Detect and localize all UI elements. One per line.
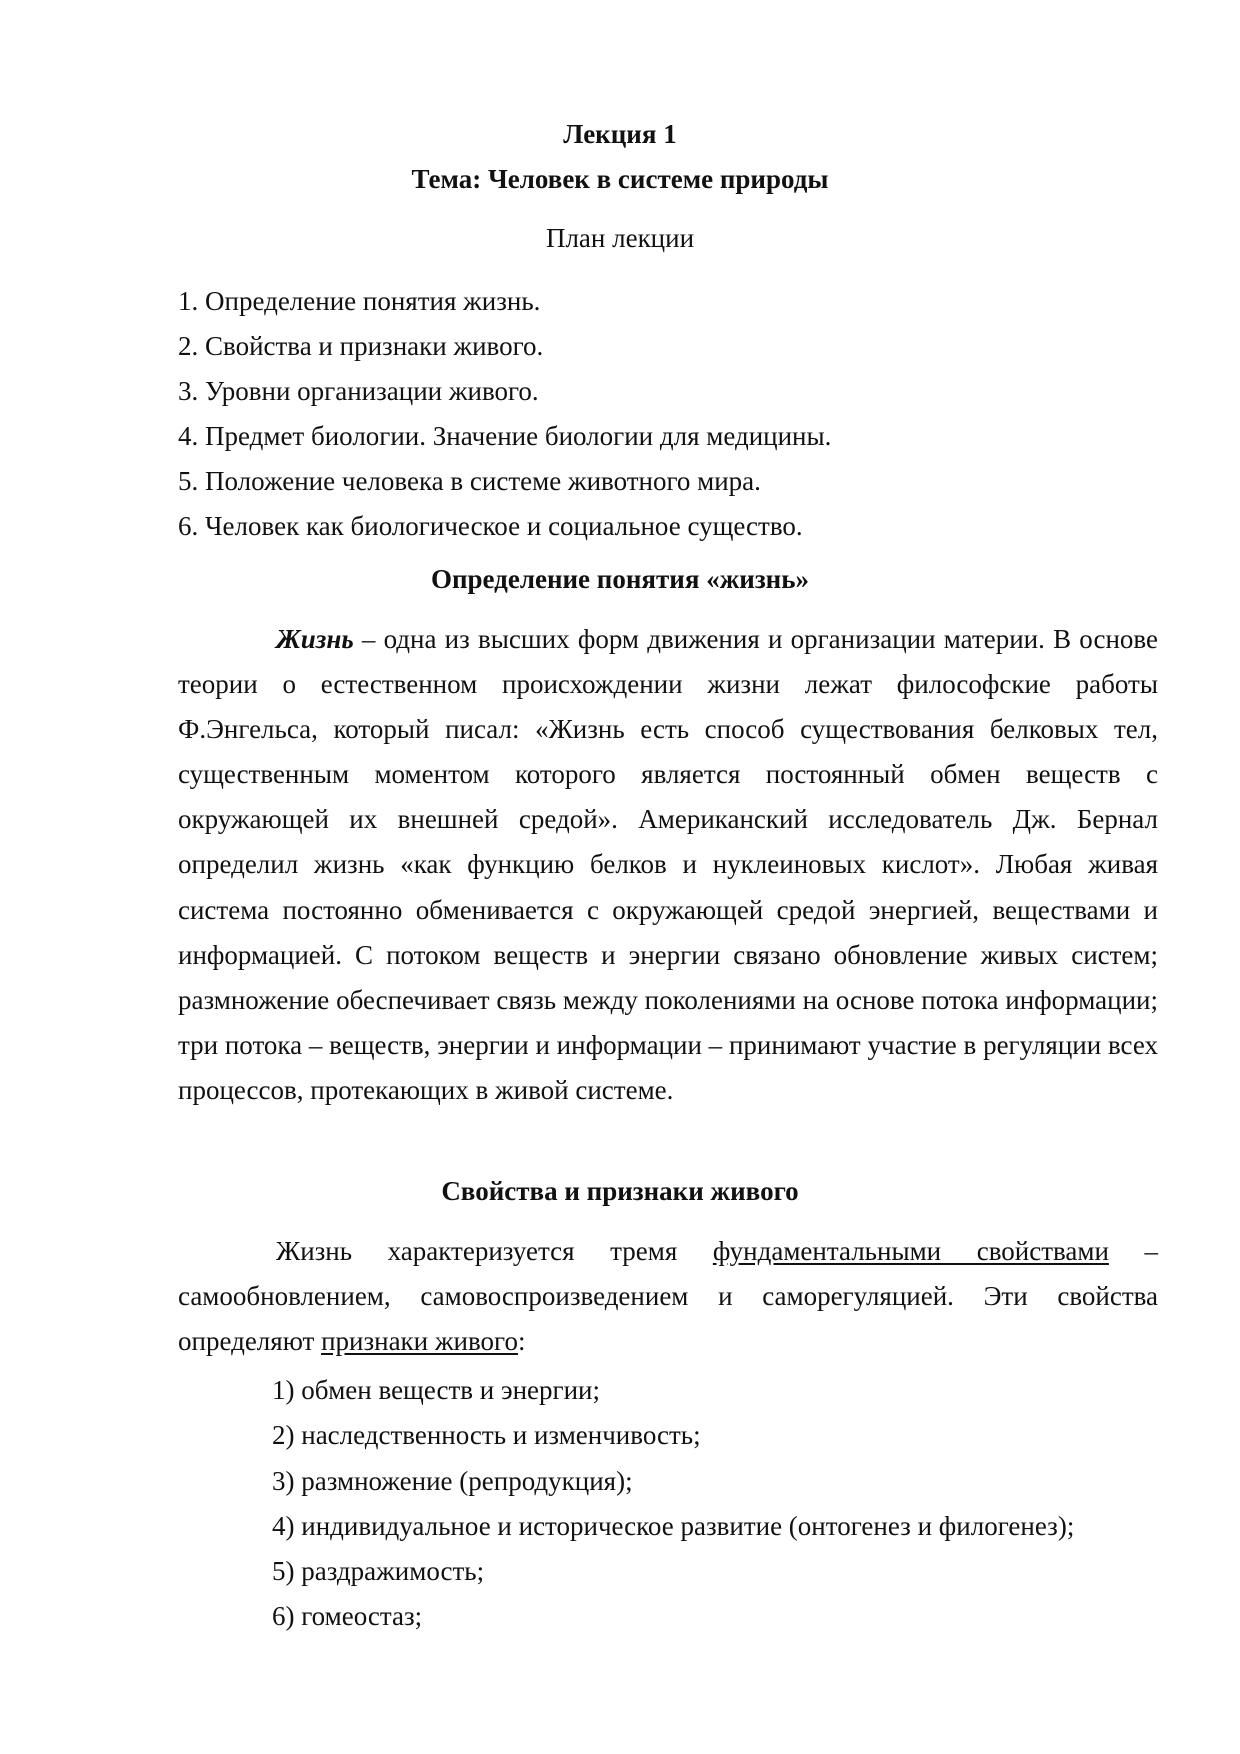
life-definition-paragraph [178,617,1158,1113]
underlined-signs-of-living: признаки живого [321,1326,518,1357]
properties-text-c: : [517,1326,526,1357]
plan-item: 4. Предмет биологии. Значение биологии для медицины. [178,421,832,451]
plan-list [178,279,1158,549]
lecture-title: Лекция 1 [563,119,677,149]
sign-item: 1) обмен веществ и энергии; [272,1375,600,1405]
plan-item: 3. Уровни организации живого. [178,376,539,406]
plan-title: План лекции [545,223,695,253]
underlined-fundamental-properties: фундаментальными свойствами [712,1236,1109,1266]
plan-item: 2. Свойства и признаки живого. [178,331,544,361]
properties-paragraph [178,1229,1158,1364]
sign-item: 2) наследственность и изменчивость; [272,1420,701,1451]
sign-item: 3) размножение (репродукция); [272,1465,633,1496]
plan-item: 5. Положение человека в системе животного мира. [178,466,761,496]
life-definition-text: – одна из высших форм движения и организации материи. В основе теории о естественном происхождении жизни лежат философские работы Ф.Энгельса, который писал: «Жизнь есть способ существования белковых тел, существенным моментом которого является постоянный обмен веществ с окружающей их внешней средой». Американский исследователь Дж. Бернал определил жизнь «как функцию белков и нуклеиновых кислот». Любая живая система постоянно обменивается с окружающей средой энергией, веществами и информацией. С потоком веществ и энергии связано обновление живых систем; размножение обеспечивает связь между поколениями на основе потока информации; три потока – веществ, энергии и информации – принимают участие в регуляции всех процессов, протекающих в живой системе. [178,624,1158,1105]
sign-item: 4) индивидуальное и историческое развитие (онтогенез и филогенез); [272,1510,1075,1541]
term-life: Жизнь [276,624,354,654]
section-heading-properties: Свойства и признаки живого [441,1176,799,1206]
properties-text-b: – самообновлением, самовоспроизведением и саморегуляцией. Эти свойства определяют [178,1236,1158,1357]
sign-item: 6) гомеостаз; [272,1601,423,1632]
section-heading-life-definition: Определение понятия «жизнь» [430,564,810,594]
properties-text-a: Жизнь характеризуется тремя [276,1236,713,1266]
signs-list [272,1368,1162,1640]
plan-item: 6. Человек как биологическое и социальное существо. [178,511,803,541]
lecture-topic: Тема: Человек в системе природы [411,164,829,194]
sign-item: 5) раздражимость; [272,1556,485,1587]
plan-item: 1. Определение понятия жизнь. [178,286,541,316]
